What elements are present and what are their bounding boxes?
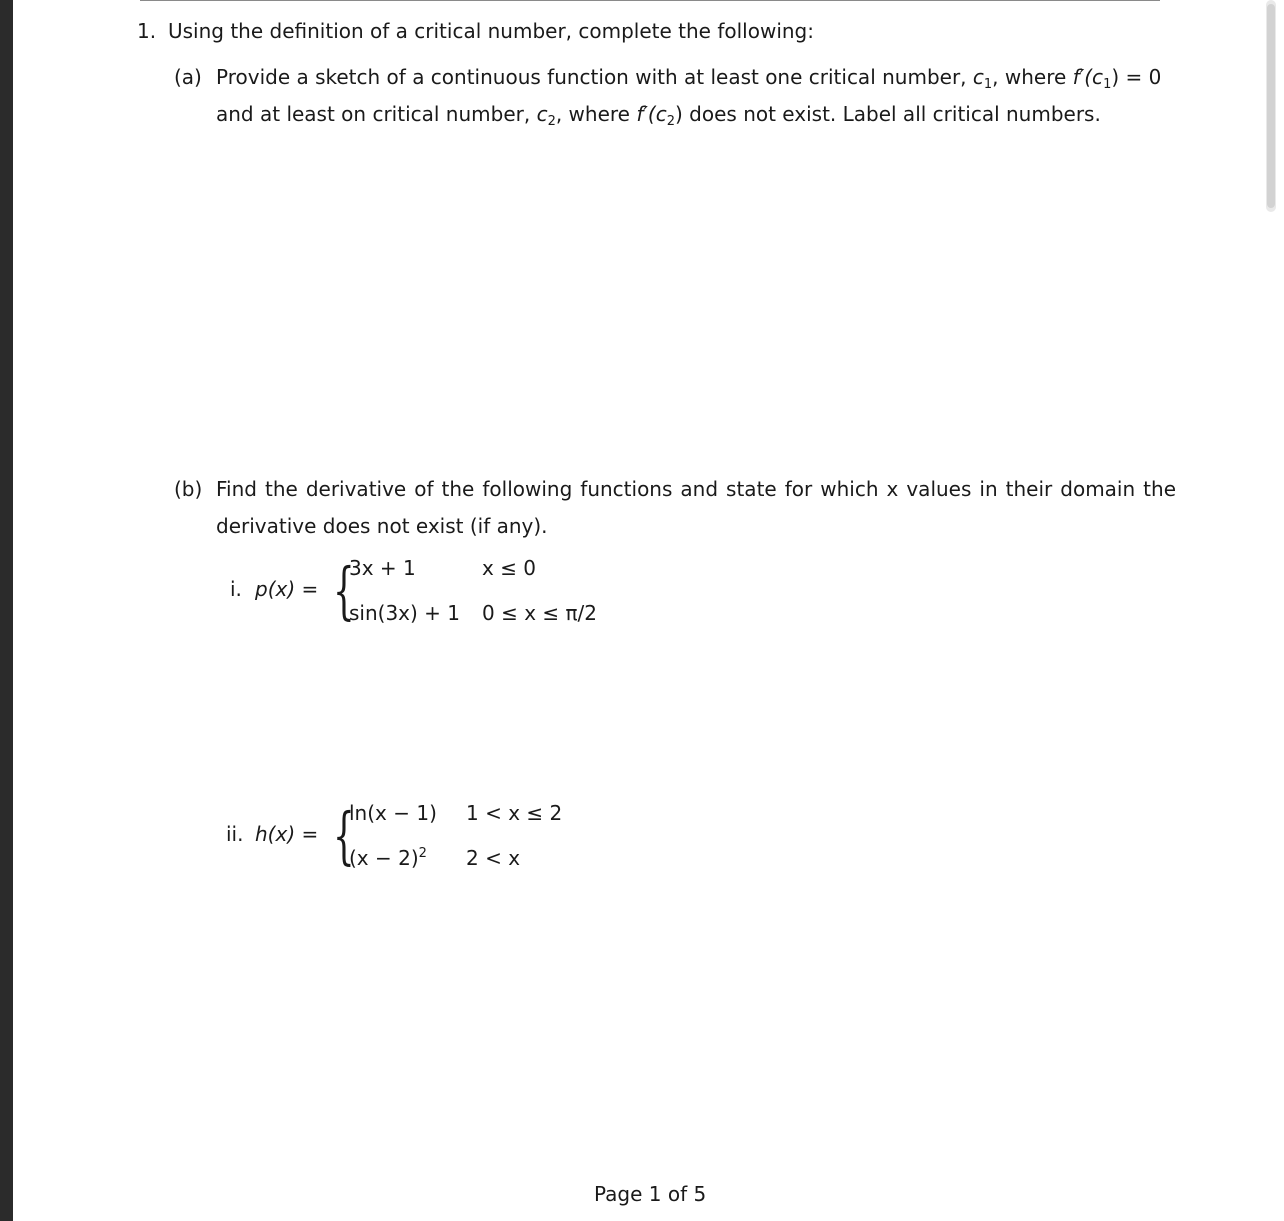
- item-i-case-1-expr: 3x + 1: [349, 556, 416, 580]
- item-ii-function: h(x) =: [255, 822, 319, 846]
- item-i-case-1-cond: x ≤ 0: [482, 556, 537, 580]
- part-b-line-1: Find the derivative of the following functions and state for which x values in their domain the: [216, 477, 1176, 501]
- top-rule: [140, 0, 1160, 1]
- item-ii-case-2-cond: 2 < x: [466, 846, 521, 870]
- part-b-label: (b): [174, 477, 203, 501]
- part-a-line-2: and at least on critical number, $c_2$, where $f'(c_2)$ does not exist. Label all critical numbers.: [216, 102, 1101, 129]
- problem-number: 1.: [137, 19, 157, 43]
- item-ii-case-1-expr: ln(x − 1): [349, 801, 437, 825]
- item-ii-case-1-cond: 1 < x ≤ 2: [466, 801, 563, 825]
- part-b-line-2: derivative does not exist (if any).: [216, 514, 548, 538]
- part-a-line-1-text: Provide a sketch of a continuous function with at least one critical number,: [216, 65, 967, 89]
- left-brace-i: {: [333, 554, 355, 627]
- part-a-label: (a): [174, 65, 202, 89]
- left-dark-margin: [0, 0, 13, 1221]
- item-i-label: i.: [230, 577, 242, 601]
- scrollbar-thumb[interactable]: [1267, 4, 1275, 208]
- left-brace-ii: {: [333, 799, 355, 872]
- item-ii-label: ii.: [226, 822, 244, 846]
- page-number: Page 1 of 5: [594, 1182, 707, 1206]
- item-i-case-2-expr: sin(3x) + 1: [349, 601, 461, 625]
- item-i-case-2-cond: 0 ≤ x ≤ π/2: [482, 601, 598, 625]
- item-i-function: p(x) =: [255, 577, 319, 601]
- part-a-line-1: Provide a sketch of a continuous function with at least one critical number, $c_1$, where $f'(c_1) = 0$: [216, 65, 1162, 92]
- item-ii-case-2-expr: $(x - 2)^2$: [349, 846, 427, 870]
- problem-prompt: Using the definition of a critical number, complete the following:: [168, 19, 814, 43]
